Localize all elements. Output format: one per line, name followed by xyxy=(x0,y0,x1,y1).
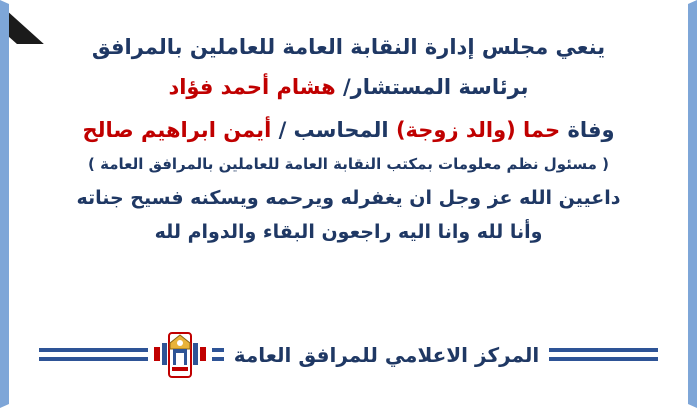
announcement-line-2 xyxy=(35,74,662,100)
job-description: ( مسئول نظم معلومات بمكتب النقابة العامة للعاملين بالمرافق العامة ) xyxy=(88,154,609,173)
title-label: المحاسب / xyxy=(278,117,389,142)
announcement-line-6: وأنا لله وانا اليه راجعون البقاء والدوام لله xyxy=(154,220,543,243)
poster-footer xyxy=(9,322,688,388)
chairman-prefix: برئاسة المستشار/ xyxy=(343,75,529,100)
union-emblem-icon xyxy=(148,326,212,384)
announcement-line-5: داعيين الله عز وجل ان يغفرله ويرحمه ويسكنه فسيح جناته xyxy=(76,186,621,209)
chairman-name: هشام أحمد فؤاد xyxy=(168,75,336,100)
relation-label: حما (والد زوجة) xyxy=(395,117,561,142)
announcement-line-1: ينعي مجلس إدارة النقابة العامة للعاملين بالمرافق xyxy=(91,35,606,59)
footer-label: المركز الاعلامي للمرافق العامة xyxy=(224,343,550,367)
bereaved-name: أيمن ابراهيم صالح xyxy=(82,117,272,142)
death-word: وفاة xyxy=(567,117,615,142)
announcement-line-3 xyxy=(35,117,662,143)
